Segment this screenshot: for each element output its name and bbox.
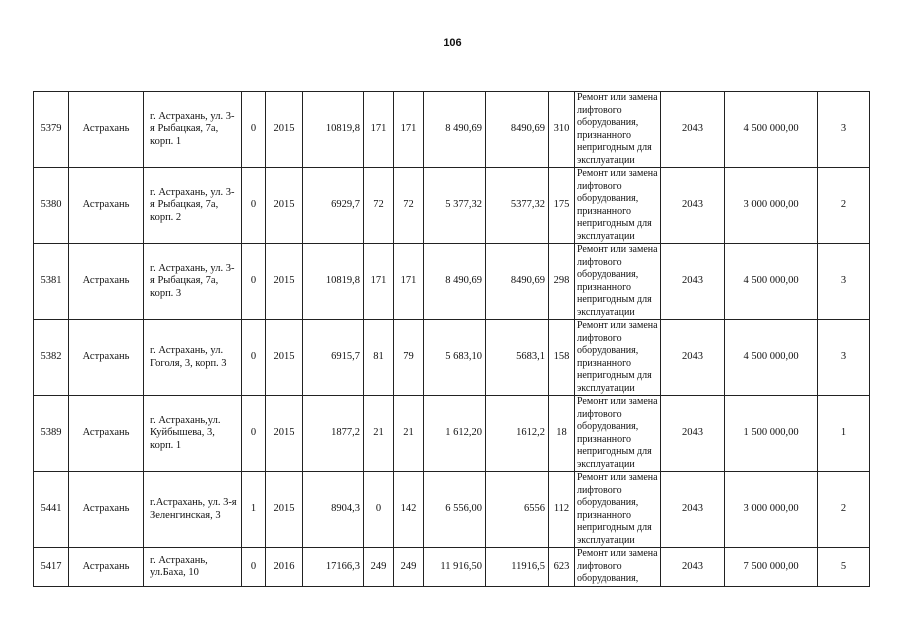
row-city: Астрахань	[69, 396, 144, 472]
row-col11: 18	[549, 396, 575, 472]
row-count: 3	[818, 320, 870, 396]
row-deadline: 2043	[661, 548, 725, 587]
row-deadline: 2043	[661, 244, 725, 320]
table-row	[34, 244, 870, 320]
row-work: Ремонт или замена лифтового оборудования, признанного непригодным для эксплуатации	[575, 244, 661, 320]
row-address: г. Астрахань, ул. Гоголя, 3, корп. 3	[144, 320, 242, 396]
row-id: 5382	[34, 320, 69, 396]
row-year: 2015	[266, 320, 303, 396]
row-deadline: 2043	[661, 168, 725, 244]
row-city: Астрахань	[69, 244, 144, 320]
row-area: 6915,7	[303, 320, 364, 396]
row-area: 1877,2	[303, 396, 364, 472]
row-col11: 112	[549, 472, 575, 548]
row-cost: 4 500 000,00	[725, 92, 818, 168]
row-col7: 0	[364, 472, 394, 548]
row-col7: 249	[364, 548, 394, 587]
row-area: 8904,3	[303, 472, 364, 548]
row-col8: 249	[394, 548, 424, 587]
row-col7: 171	[364, 92, 394, 168]
row-col9: 5 683,10	[424, 320, 486, 396]
row-deadline: 2043	[661, 472, 725, 548]
row-col7: 21	[364, 396, 394, 472]
row-count: 5	[818, 548, 870, 587]
row-col4: 0	[242, 244, 266, 320]
row-work: Ремонт или замена лифтового оборудования, признанного непригодным для эксплуатации	[575, 396, 661, 472]
row-id: 5417	[34, 548, 69, 587]
row-col4: 1	[242, 472, 266, 548]
row-address: г.Астрахань, ул. 3-я Зеленгинская, 3	[144, 472, 242, 548]
row-year: 2015	[266, 92, 303, 168]
row-col10: 6556	[486, 472, 549, 548]
row-count: 1	[818, 396, 870, 472]
row-address: г. Астрахань, ул. 3-я Рыбацкая, 7а, корп. 1	[144, 92, 242, 168]
row-area: 10819,8	[303, 244, 364, 320]
table-row	[34, 548, 870, 587]
row-count: 2	[818, 472, 870, 548]
row-col10: 5683,1	[486, 320, 549, 396]
row-col4: 0	[242, 92, 266, 168]
row-work: Ремонт или замена лифтового оборудования, признанного непригодным для эксплуатации	[575, 92, 661, 168]
lift-repair-table	[33, 91, 870, 587]
row-col10: 5377,32	[486, 168, 549, 244]
row-year: 2016	[266, 548, 303, 587]
row-deadline: 2043	[661, 92, 725, 168]
row-col7: 72	[364, 168, 394, 244]
row-col11: 158	[549, 320, 575, 396]
row-cost: 7 500 000,00	[725, 548, 818, 587]
row-col11: 298	[549, 244, 575, 320]
row-work: Ремонт или замена лифтового оборудования,	[575, 548, 661, 587]
row-col4: 0	[242, 548, 266, 587]
row-year: 2015	[266, 168, 303, 244]
row-col7: 81	[364, 320, 394, 396]
row-address: г. Астрахань, ул. 3-я Рыбацкая, 7а, корп. 2	[144, 168, 242, 244]
row-col9: 8 490,69	[424, 244, 486, 320]
row-col8: 142	[394, 472, 424, 548]
row-count: 2	[818, 168, 870, 244]
table-row	[34, 168, 870, 244]
row-cost: 4 500 000,00	[725, 244, 818, 320]
row-area: 6929,7	[303, 168, 364, 244]
row-year: 2015	[266, 472, 303, 548]
row-col11: 175	[549, 168, 575, 244]
row-col8: 79	[394, 320, 424, 396]
row-col8: 171	[394, 244, 424, 320]
row-work: Ремонт или замена лифтового оборудования, признанного непригодным для эксплуатации	[575, 168, 661, 244]
row-work: Ремонт или замена лифтового оборудования, признанного непригодным для эксплуатации	[575, 472, 661, 548]
row-col9: 11 916,50	[424, 548, 486, 587]
row-col4: 0	[242, 320, 266, 396]
row-col8: 21	[394, 396, 424, 472]
row-city: Астрахань	[69, 92, 144, 168]
row-col10: 11916,5	[486, 548, 549, 587]
row-city: Астрахань	[69, 168, 144, 244]
row-address: г. Астрахань, ул. 3-я Рыбацкая, 7а, корп. 3	[144, 244, 242, 320]
table-row	[34, 320, 870, 396]
row-col9: 8 490,69	[424, 92, 486, 168]
row-col10: 8490,69	[486, 244, 549, 320]
table-row	[34, 472, 870, 548]
row-col11: 310	[549, 92, 575, 168]
row-area: 10819,8	[303, 92, 364, 168]
row-cost: 3 000 000,00	[725, 168, 818, 244]
row-col11: 623	[549, 548, 575, 587]
row-deadline: 2043	[661, 320, 725, 396]
row-cost: 3 000 000,00	[725, 472, 818, 548]
row-col10: 1612,2	[486, 396, 549, 472]
row-col8: 72	[394, 168, 424, 244]
row-area: 17166,3	[303, 548, 364, 587]
row-col9: 5 377,32	[424, 168, 486, 244]
row-work: Ремонт или замена лифтового оборудования, признанного непригодным для эксплуатации	[575, 320, 661, 396]
row-deadline: 2043	[661, 396, 725, 472]
row-id: 5379	[34, 92, 69, 168]
row-city: Астрахань	[69, 320, 144, 396]
row-id: 5381	[34, 244, 69, 320]
row-year: 2015	[266, 396, 303, 472]
row-count: 3	[818, 92, 870, 168]
row-col4: 0	[242, 396, 266, 472]
row-col9: 6 556,00	[424, 472, 486, 548]
row-id: 5389	[34, 396, 69, 472]
row-count: 3	[818, 244, 870, 320]
row-cost: 1 500 000,00	[725, 396, 818, 472]
row-col8: 171	[394, 92, 424, 168]
row-col7: 171	[364, 244, 394, 320]
row-cost: 4 500 000,00	[725, 320, 818, 396]
row-id: 5380	[34, 168, 69, 244]
row-address: г. Астрахань,ул. Куйбышева, 3, корп. 1	[144, 396, 242, 472]
table-row	[34, 92, 870, 168]
row-id: 5441	[34, 472, 69, 548]
row-address: г. Астрахань, ул.Баха, 10	[144, 548, 242, 587]
row-year: 2015	[266, 244, 303, 320]
row-col9: 1 612,20	[424, 396, 486, 472]
row-col10: 8490,69	[486, 92, 549, 168]
row-city: Астрахань	[69, 548, 144, 587]
row-city: Астрахань	[69, 472, 144, 548]
table-row	[34, 396, 870, 472]
row-col4: 0	[242, 168, 266, 244]
page-number: 106	[443, 37, 462, 49]
